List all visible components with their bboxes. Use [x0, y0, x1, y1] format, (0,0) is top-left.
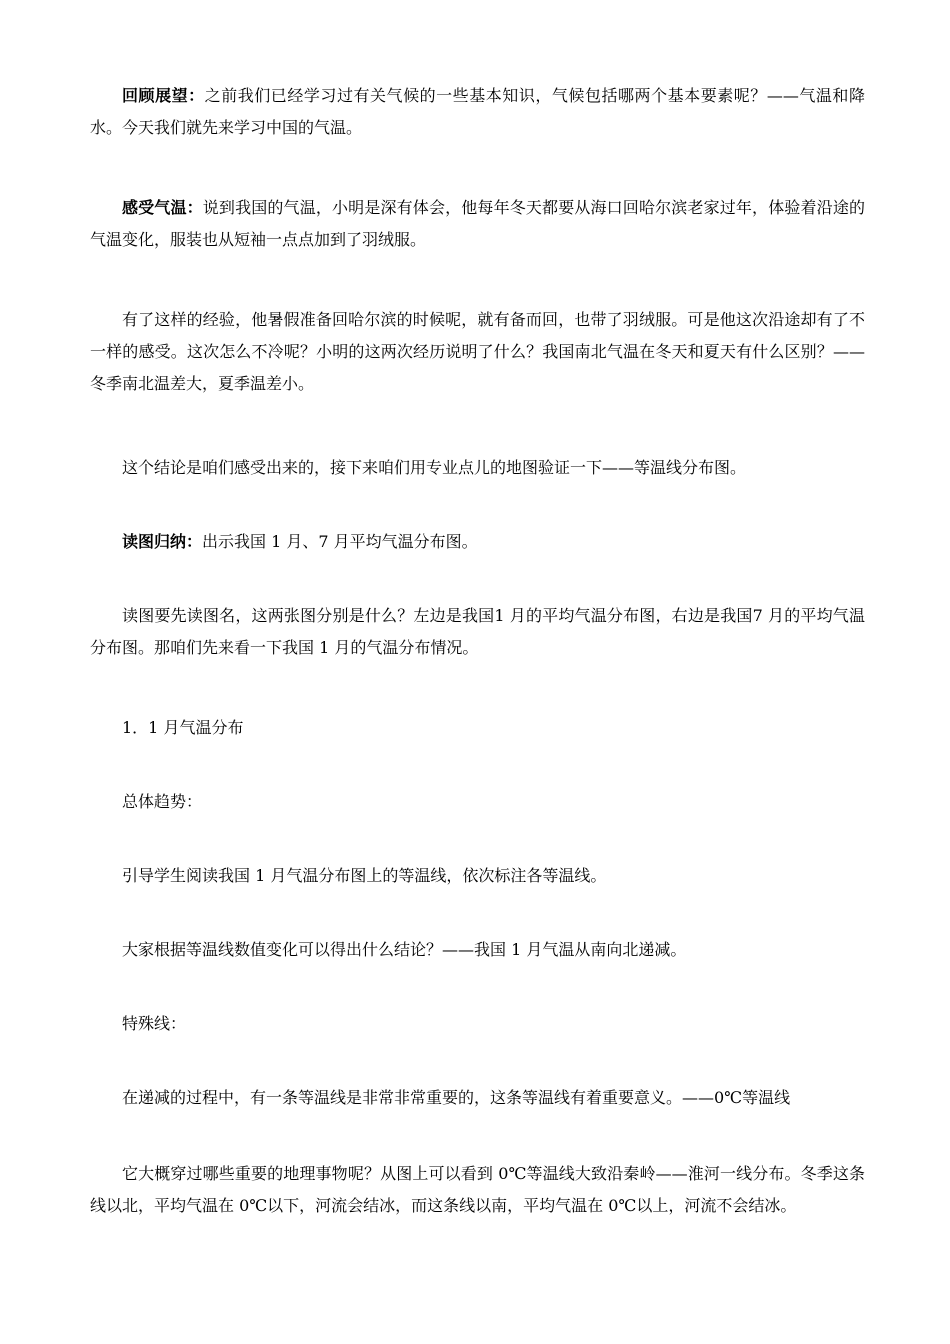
paragraph-review	[90, 80, 865, 144]
paragraph-lead: 回顾展望：	[122, 86, 205, 105]
paragraph-zero-isotherm	[90, 1082, 865, 1114]
paragraph-text: 大家根据等温线数值变化可以得出什么结论？——我国 1 月气温从南向北递减。	[122, 940, 687, 959]
paragraph-text: 1．1 月气温分布	[122, 718, 244, 737]
paragraph-isotherm-conclusion	[90, 934, 865, 966]
paragraph-text: 有了这样的经验，他暑假准备回哈尔滨的时候呢，就有备而回，也带了羽绒服。可是他这次沿途却有了不一样的感受。这次怎么不冷呢？小明的这两次经历说明了什么？我国南北气温在冬天和夏天有什么区别？——冬季南北温差大，夏季温差小。	[90, 310, 865, 393]
paragraph-guide-students	[90, 860, 865, 892]
paragraph-feel-temperature	[90, 192, 865, 256]
paragraph-experience	[90, 304, 865, 400]
paragraph-text: 特殊线：	[122, 1014, 187, 1033]
paragraph-map-titles	[90, 600, 865, 664]
subheading-overall-trend	[90, 786, 865, 818]
paragraph-text: 说到我国的气温，小明是深有体会，他每年冬天都要从海口回哈尔滨老家过年，体验着沿途的气温变化，服装也从短袖一点点加到了羽绒服。	[90, 198, 865, 249]
paragraph-lead: 读图归纳：	[122, 532, 203, 551]
paragraph-text: 之前我们已经学习过有关气候的一些基本知识，气候包括哪两个基本要素呢？——气温和降水。今天我们就先来学习中国的气温。	[90, 86, 865, 137]
paragraph-text: 它大概穿过哪些重要的地理事物呢？从图上可以看到 0℃等温线大致沿秦岭——淮河一线分布。冬季这条线以北，平均气温在 0℃以下，河流会结冰，而这条线以南，平均气温在 0℃以上，河流不会结冰。	[90, 1164, 865, 1215]
paragraph-text: 这个结论是咱们感受出来的，接下来咱们用专业点儿的地图验证一下——等温线分布图。	[122, 458, 747, 477]
paragraph-text: 在递减的过程中，有一条等温线是非常非常重要的，这条等温线有着重要意义。——0℃等温线	[122, 1088, 791, 1107]
paragraph-text: 总体趋势：	[122, 792, 203, 811]
paragraph-text: 读图要先读图名，这两张图分别是什么？左边是我国1 月的平均气温分布图，右边是我国7 月的平均气温分布图。那咱们先来看一下我国 1 月的气温分布情况。	[90, 606, 865, 657]
paragraph-text: 出示我国 1 月、7 月平均气温分布图。	[202, 532, 478, 551]
subheading-special-line	[90, 1008, 865, 1040]
section-heading-january	[90, 712, 865, 744]
paragraph-read-map	[90, 526, 865, 558]
paragraph-conclusion	[90, 452, 865, 484]
paragraph-lead: 感受气温：	[122, 198, 203, 217]
paragraph-text: 引导学生阅读我国 1 月气温分布图上的等温线，依次标注各等温线。	[122, 866, 607, 885]
paragraph-qinling-huaihe	[90, 1158, 865, 1222]
